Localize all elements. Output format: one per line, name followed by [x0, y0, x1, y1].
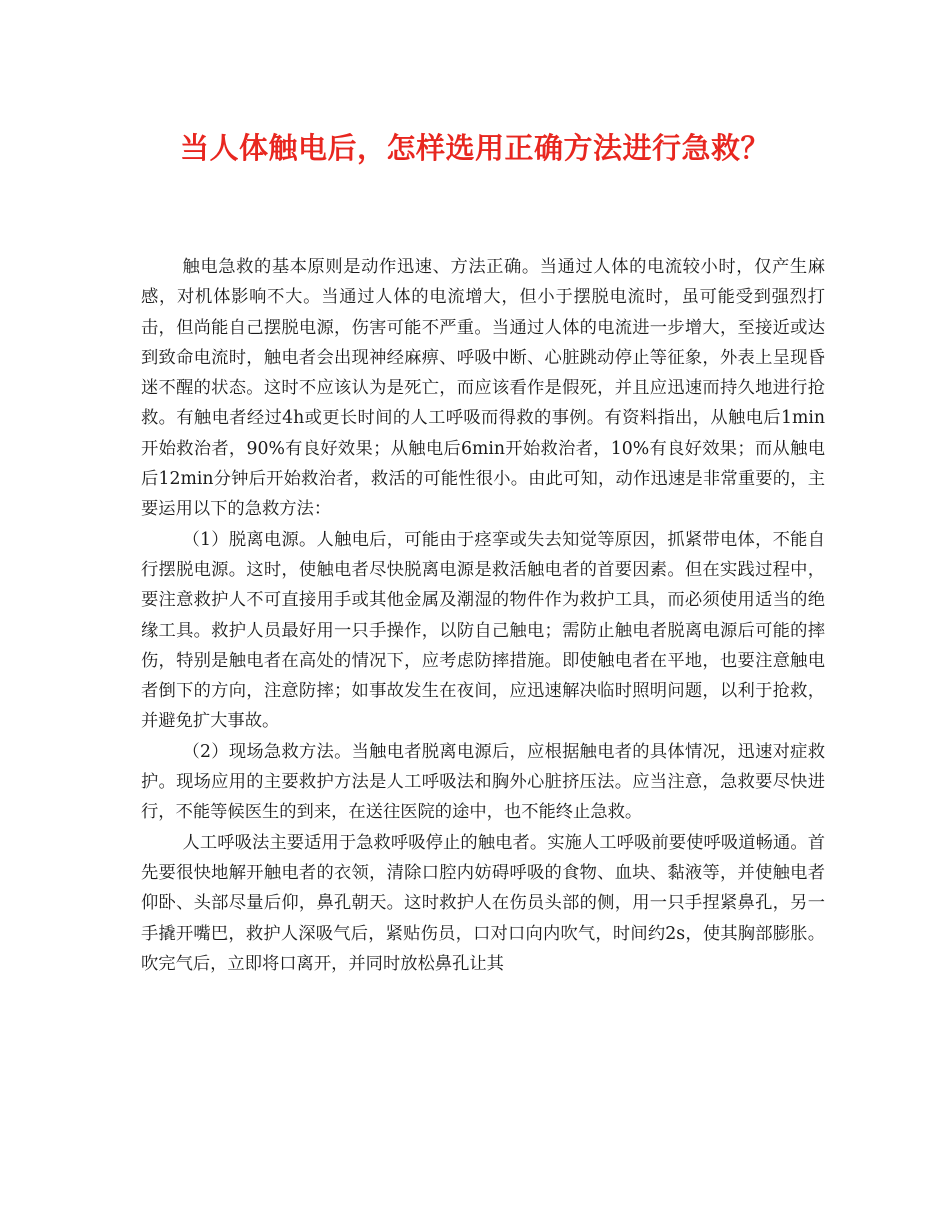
paragraph-onsite-first-aid: （2）现场急救方法。当触电者脱离电源后，应根据触电者的具体情况，迅速对症救护。现场应用的主要救护方法是人工呼吸法和胸外心脏挤压法。应当注意，急救要尽快进行，不能等候医生的到来，在送往医院的途中，也不能终止急救。 — [141, 741, 825, 823]
document-body — [141, 252, 825, 979]
paragraph-principles: 触电急救的基本原则是动作迅速、方法正确。当通过人体的电流较小时，仅产生麻感，对机体影响不大。当通过人体的电流增大，但小于摆脱电流时，虽可能受到强烈打击，但尚能自己摆脱电源，伤害可能不严重。当通过人体的电流进一步增大，至接近或达到致命电流时，触电者会出现神经麻痹、呼吸中断、心脏跳动停止等征象，外表上呈现昏迷不醒的状态。这时不应该认为是死亡，而应该看作是假死，并且应迅速而持久地进行抢救。有触电者经过4h或更长时间的人工呼吸而得救的事例。有资料指出，从触电后1min开始救治者，90%有良好效果；从触电后6min开始救治者，10%有良好效果；而从触电后12min分钟后开始救治者，救活的可能性很小。由此可知，动作迅速是非常重要的，主要运用以下的急救方法： — [141, 257, 825, 520]
paragraph-break-from-power: （1）脱离电源。人触电后，可能由于痉挛或失去知觉等原因，抓紧带电体，不能自行摆脱电源。这时，使触电者尽快脱离电源是救活触电者的首要因素。但在实践过程中，要注意救护人不可直接用手或其他金属及潮湿的物件作为救护工具，而必须使用适当的绝缘工具。救护人员最好用一只手操作，以防自己触电；需防止触电者脱离电源后可能的摔伤，特别是触电者在高处的情况下，应考虑防摔措施。即使触电者在平地，也要注意触电者倒下的方向，注意防摔；如事故发生在夜间，应迅速解决临时照明问题，以利于抢救，并避免扩大事故。 — [141, 529, 825, 732]
paragraph-artificial-respiration: 人工呼吸法主要适用于急救呼吸停止的触电者。实施人工呼吸前要使呼吸道畅通。首先要很快地解开触电者的衣领，清除口腔内妨碍呼吸的食物、血块、黏液等，并使触电者仰卧、头部尽量后仰，鼻孔朝天。这时救护人在伤员头部的侧，用一只手捏紧鼻孔，另一手撬开嘴巴，救护人深吸气后，紧贴伤员，口对口向内吹气，时间约2s，使其胸部膨胀。吹完气后，立即将口离开，并同时放松鼻孔让其 — [141, 832, 825, 974]
document-title: 当人体触电后，怎样选用正确方法进行急救？ — [179, 131, 770, 165]
